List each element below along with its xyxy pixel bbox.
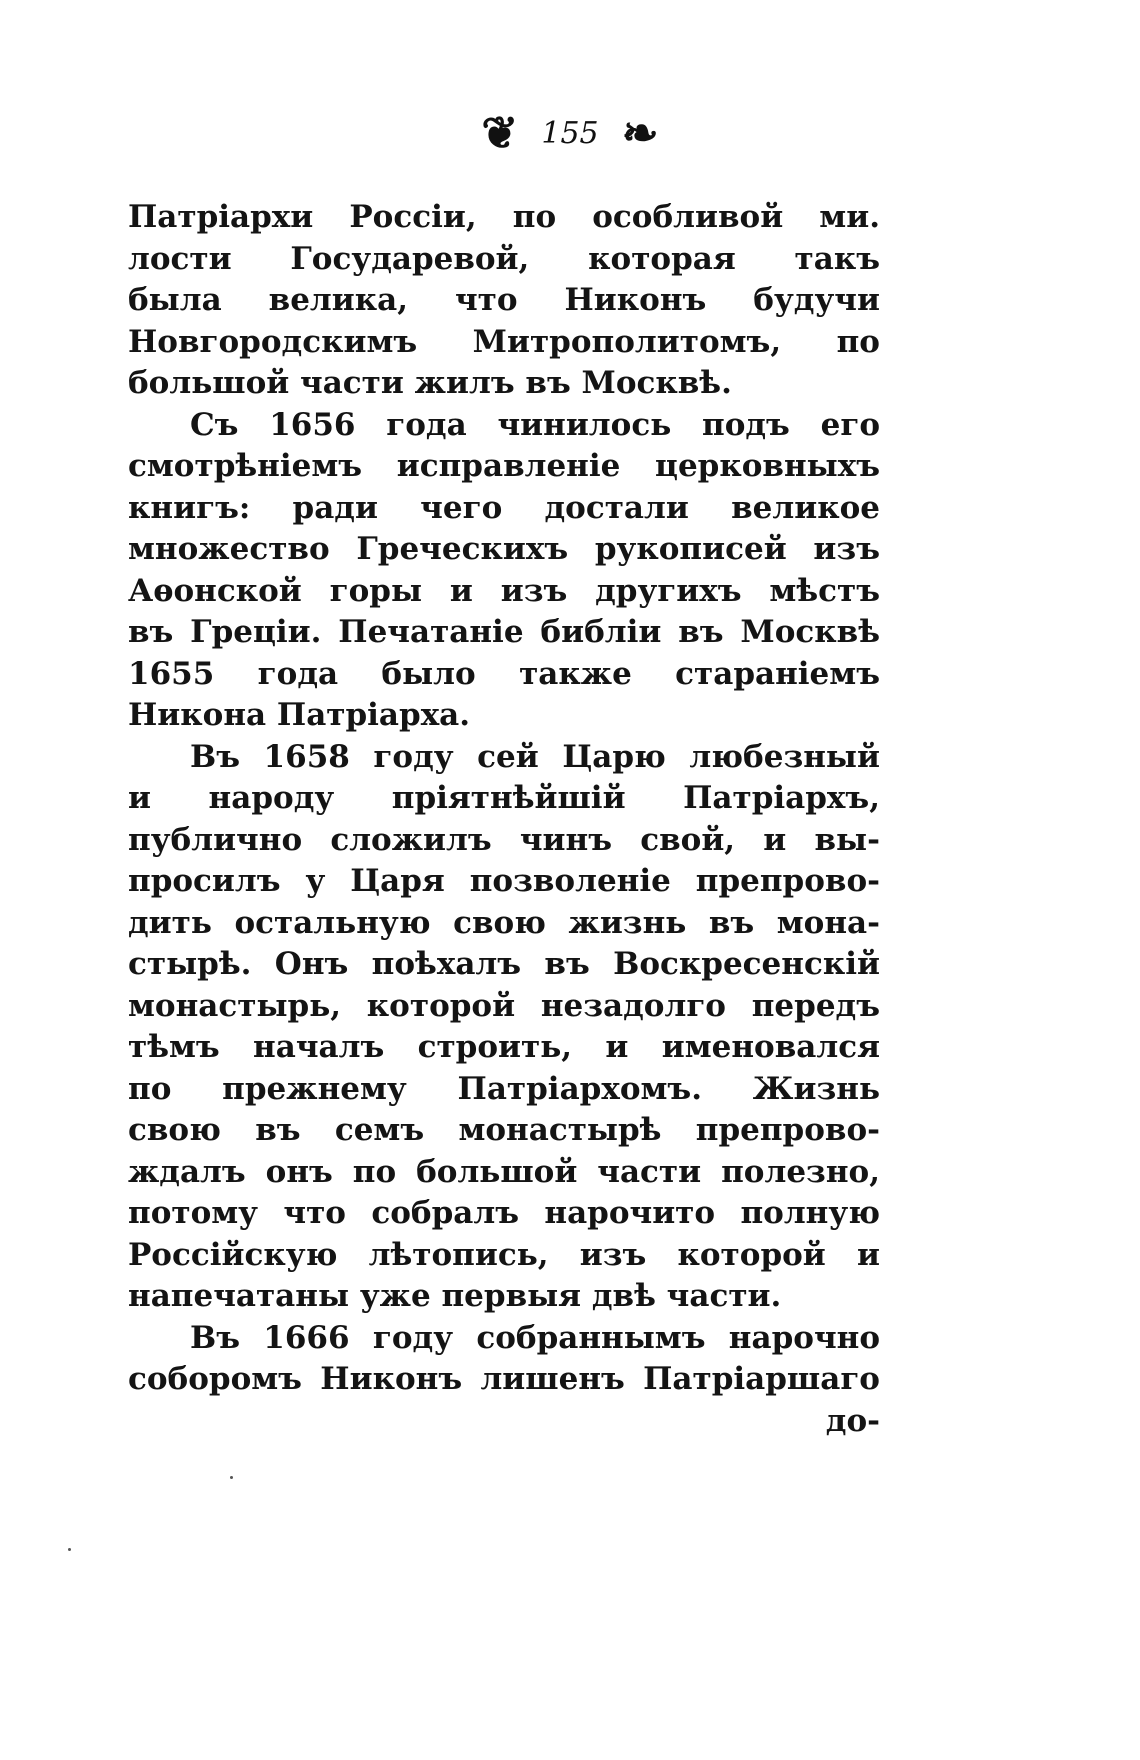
text-line: монастырь, которой незадолго передъ (128, 987, 880, 1024)
text-line: дить остальную свою жизнь въ мона- (128, 904, 880, 941)
text-line: просилъ у Царя позволеніе препрово- (128, 863, 880, 899)
text-line: Въ 1658 году сей Царю любезный (190, 738, 880, 775)
paper-speck (230, 1476, 233, 1479)
text-line: множество Греческихъ рукописей изъ (128, 531, 880, 567)
text-line: напечатаны уже первыя двѣ части. (128, 1278, 782, 1314)
left-ornament-icon: ❦ (481, 108, 519, 159)
right-ornament-icon: ❧ (621, 108, 659, 159)
body-text (128, 197, 880, 1442)
text-line: соборомъ Никонъ лишенъ Патріаршаго (128, 1361, 880, 1397)
text-line: книгъ: ради чего достали великое (128, 489, 880, 526)
text-line: 1655 года было также стараніемъ (128, 655, 880, 692)
text-line: потому что собралъ нарочито полную (128, 1195, 880, 1231)
text-line: свою въ семъ монастырѣ препрово- (128, 1112, 880, 1148)
text-line: и народу пріятнѣйшій Патріархъ, (128, 780, 880, 816)
text-line: смотрѣніемъ исправленіе церковныхъ (128, 448, 880, 484)
text-line: Въ 1666 году собраннымъ нарочно (190, 1319, 880, 1356)
text-line: Никона Патріарха. (128, 697, 471, 733)
text-line: была велика, что Никонъ будучи (128, 282, 880, 318)
catchword: до- (825, 1402, 880, 1439)
text-line: стырѣ. Онъ поѣхалъ въ Воскресенскій (128, 946, 880, 982)
text-line: въ Греціи. Печатаніе библіи въ Москвѣ (128, 614, 880, 650)
page-number: 155 (541, 116, 599, 151)
text-line: тѣмъ началъ строить, и именовался (128, 1029, 880, 1065)
page-header (0, 108, 1140, 159)
text-line: по прежнему Патріархомъ. Жизнь (128, 1070, 880, 1107)
text-line: Патріархи Россіи, по особливой ми. (128, 199, 880, 235)
text-line: Съ 1656 года чинилось подъ его (190, 406, 880, 443)
text-line: большой части жилъ въ Москвѣ. (128, 365, 732, 401)
text-line: публично сложилъ чинъ свой, и вы- (128, 821, 880, 858)
text-line: Россійскую лѣтопись, изъ которой и (128, 1236, 880, 1273)
text-line: лости Государевой, которая такъ (128, 240, 880, 277)
text-line: Аѳонской горы и изъ другихъ мѣстъ (128, 572, 880, 609)
paper-speck (68, 1548, 71, 1551)
text-line: Новгородскимъ Митрополитомъ, по (128, 323, 880, 360)
text-line: ждалъ онъ по большой части полезно, (128, 1153, 880, 1190)
